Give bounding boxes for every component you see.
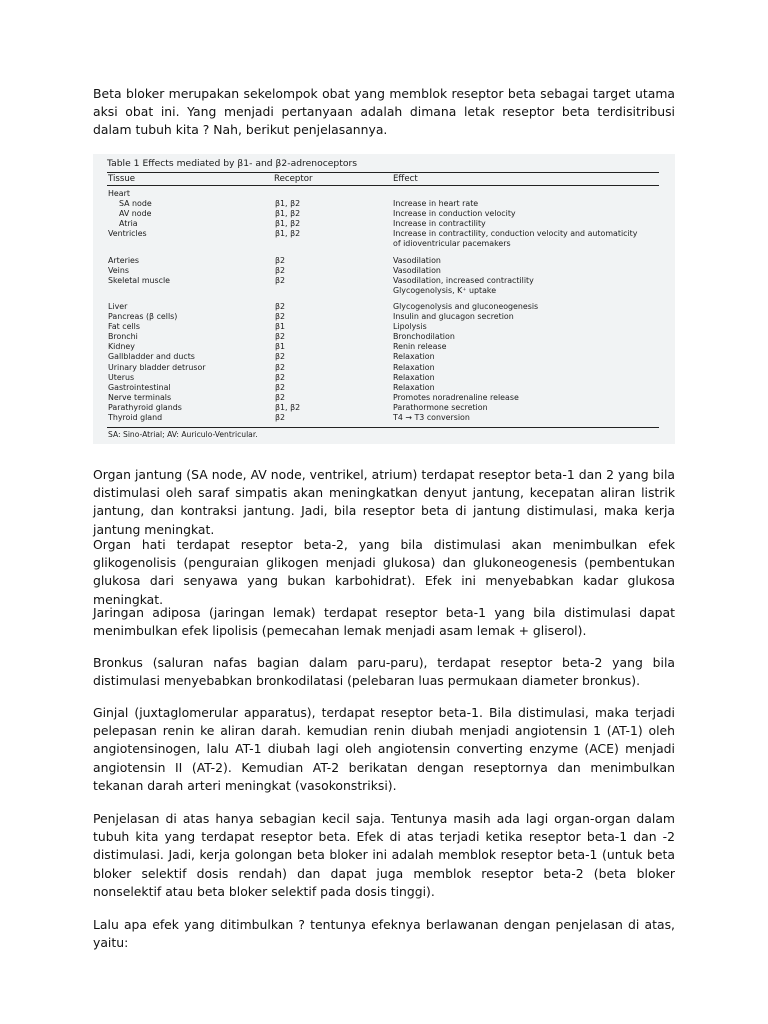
cell-receptor: β2 (275, 382, 286, 392)
cell-effect: Glycogenolysis and gluconeogenesis (393, 301, 539, 311)
table-row (93, 393, 675, 403)
cell-receptor: β2 (275, 372, 286, 382)
summary-paragraph: Penjelasan di atas hanya sebagian kecil saja. Tentunya masih ada lagi organ-organ dalam tubuh kita yang terdapat reseptor beta. Efek di atas terjadi ketika reseptor beta-1 dan -2 distimulasi. Jadi, kerja golongan beta bloker ini adalah memblok reseptor beta-1 (untuk beta bloker selektif dosis rendah) dan dapat juga memblok reseptor beta-2 (beta bloker nonselektif atau beta bloker selektif pada dosis tinggi). (93, 811, 675, 899)
cell-effect: T4 → T3 conversion (393, 412, 470, 422)
cell-receptor: β2 (275, 312, 286, 322)
table-row (93, 209, 675, 219)
cell-receptor: β2 (275, 412, 286, 422)
table-row (93, 332, 675, 342)
cell-receptor: β1, β2 (275, 199, 301, 209)
table-row (93, 256, 675, 266)
cell-effect: Relaxation (393, 382, 435, 392)
cell-effect: Increase in contractility (393, 219, 486, 229)
cell-receptor: β2 (275, 332, 286, 342)
kidney-paragraph: Ginjal (juxtaglomerular apparatus), terdapat reseptor beta-1. Bila distimulasi, maka terjadi pelepasan renin ke aliran darah. kemudian renin diubah menjadi angiotensin 1 (AT-1) oleh angiotensinogen, lalu AT-1 diubah lagi oleh angiotensin converting enzyme (ACE) menjadi angiotensin II (AT-2). Kemudian AT-2 berikatan dengan reseptornya dan menimbulkan tekanan darah arteri meningkat (vasokonstriksi). (93, 705, 675, 793)
table-row (93, 322, 675, 332)
cell-effect: Renin release (393, 342, 447, 352)
cell-effect: Glycogenolysis, K⁺ uptake (393, 285, 497, 295)
bronchus-paragraph: Bronkus (saluran nafas bagian dalam paru-paru), terdapat reseptor beta-2 yang bila distimulasi menyebabkan bronkodilatasi (pelebaran luas permukaan diameter bronkus). (93, 655, 675, 689)
cell-effect: Parathormone secretion (393, 402, 488, 412)
table-body (93, 189, 675, 423)
cell-tissue: Atria (119, 219, 138, 229)
cell-receptor: β1, β2 (275, 229, 301, 239)
cell-receptor: β1, β2 (275, 402, 301, 412)
header-tissue: Tissue (108, 174, 136, 184)
table-footnote: SA: Sino-Atrial; AV: Auriculo-Ventricular. (108, 430, 258, 439)
cell-receptor: β1, β2 (275, 219, 301, 229)
table-header-rule (107, 185, 659, 186)
cell-effect: Insulin and glucagon secretion (393, 312, 514, 322)
cell-effect: Bronchodilation (393, 332, 455, 342)
table-row (93, 219, 675, 229)
table-row (93, 403, 675, 413)
cell-receptor: β2 (275, 352, 286, 362)
cell-tissue: Ventricles (108, 229, 147, 239)
cell-receptor: β2 (275, 265, 286, 275)
cell-receptor: β2 (275, 392, 286, 402)
table-row (93, 383, 675, 393)
table-row (93, 266, 675, 276)
cell-tissue: SA node (119, 199, 152, 209)
cell-effect: Vasodilation (393, 265, 441, 275)
cell-effect: Vasodilation, increased contractility (393, 275, 534, 285)
table-row (93, 189, 675, 199)
cell-receptor: β2 (275, 362, 286, 372)
receptor-table-figure (93, 154, 675, 444)
table-row (93, 413, 675, 423)
cell-tissue: Gastrointestinal (108, 382, 171, 392)
heart-paragraph: Organ jantung (SA node, AV node, ventrikel, atrium) terdapat reseptor beta-1 dan 2 yang bila distimulasi oleh saraf simpatis akan meningkatkan denyut jantung, kecepatan aliran listrik jantung, dan kontraksi jantung. Jadi, bila reseptor beta di jantung distimulasi, maka kerja jantung meningkat. (93, 467, 675, 537)
cell-tissue: AV node (119, 209, 152, 219)
cell-tissue: Veins (108, 265, 129, 275)
cell-effect: Relaxation (393, 372, 435, 382)
cell-effect: Promotes noradrenaline release (393, 392, 519, 402)
cell-effect: Lipolysis (393, 322, 427, 332)
cell-tissue: Skeletal muscle (108, 275, 171, 285)
cell-effect: of idioventricular pacemakers (393, 239, 511, 249)
cell-tissue: Parathyroid glands (108, 402, 182, 412)
table-top-rule (107, 172, 659, 173)
liver-paragraph: Organ hati terdapat reseptor beta-2, yang bila distimulasi akan menimbulkan efek glikogenolisis (penguraian glikogen menjadi glukosa) dan glukoneogenesis (pembentukan glukosa dari senyawa yang bukan karbohidrat). Efek ini menyebabkan kadar glukosa meningkat. (93, 537, 675, 607)
header-receptor: Receptor (274, 174, 313, 184)
cell-tissue: Bronchi (108, 332, 138, 342)
cell-effect: Increase in heart rate (393, 199, 479, 209)
table-row (93, 239, 675, 249)
cell-tissue: Gallbladder and ducts (108, 352, 195, 362)
table-title: Table 1 Effects mediated by β1- and β2-adrenoceptors (107, 158, 358, 169)
table-row (93, 302, 675, 312)
cell-tissue: Pancreas (β cells) (108, 312, 178, 322)
cell-receptor: β1 (275, 342, 286, 352)
adipose-paragraph: Jaringan adiposa (jaringan lemak) terdapat reseptor beta-1 yang bila distimulasi dapat menimbulkan efek lipolisis (pemecahan lemak menjadi asam lemak + gliserol). (93, 605, 675, 639)
table-row (93, 229, 675, 239)
cell-tissue: Thyroid gland (108, 412, 163, 422)
cell-effect: Relaxation (393, 352, 435, 362)
cell-receptor: β2 (275, 301, 286, 311)
cell-tissue: Heart (108, 189, 130, 198)
cell-receptor: β1 (275, 322, 286, 332)
closing-paragraph: Lalu apa efek yang ditimbulkan ? tentunya efeknya berlawanan dengan penjelasan di atas, yaitu: (93, 917, 675, 951)
intro-paragraph: Beta bloker merupakan sekelompok obat yang memblok reseptor beta sebagai target utama aksi obat ini. Yang menjadi pertanyaan adalah dimana letak reseptor beta terdisitribusi dalam tubuh kita ? Nah, berikut penjelasannya. (93, 86, 675, 138)
table-row (93, 286, 675, 296)
table-row (93, 276, 675, 286)
table-row (93, 352, 675, 362)
table-row (93, 342, 675, 352)
cell-tissue: Arteries (108, 255, 139, 265)
cell-effect: Increase in conduction velocity (393, 209, 516, 219)
cell-receptor: β2 (275, 275, 286, 285)
table-row (93, 373, 675, 383)
cell-effect: Increase in contractility, conduction velocity and automaticity (393, 229, 638, 239)
table-row (93, 199, 675, 209)
cell-tissue: Liver (108, 301, 128, 311)
cell-receptor: β1, β2 (275, 209, 301, 219)
table-row (93, 312, 675, 322)
cell-tissue: Uterus (108, 372, 135, 382)
header-effect: Effect (393, 174, 418, 184)
cell-tissue: Urinary bladder detrusor (108, 362, 206, 372)
cell-tissue: Fat cells (108, 322, 140, 332)
cell-receptor: β2 (275, 255, 286, 265)
cell-tissue: Nerve terminals (108, 392, 172, 402)
table-bottom-rule (107, 427, 659, 428)
cell-effect: Vasodilation (393, 255, 441, 265)
cell-tissue: Kidney (108, 342, 135, 352)
table-row (93, 363, 675, 373)
cell-effect: Relaxation (393, 362, 435, 372)
